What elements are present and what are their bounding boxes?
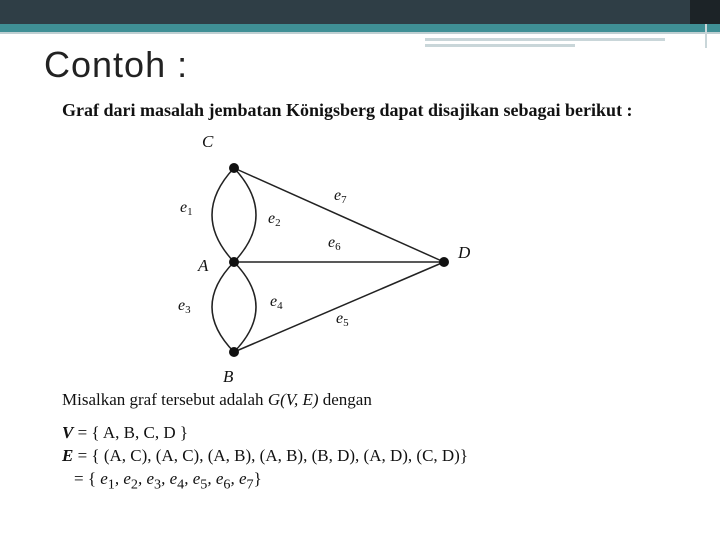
edge-label-e4: e4 (270, 293, 283, 312)
edge-e1 (212, 168, 234, 262)
vertex-b (229, 347, 239, 357)
intro-text: Graf dari masalah jembatan Königsberg dapat disajikan sebagai berikut : (62, 100, 633, 120)
graph-notation: G(V, E) (267, 390, 319, 409)
edge-set-line (62, 446, 468, 466)
edge-set-label: E (62, 446, 74, 465)
edge-e2 (234, 168, 256, 262)
edge-label-e6: e6 (328, 234, 341, 253)
vertex-label-b: B (223, 367, 234, 386)
vertex-label-d: D (458, 243, 471, 262)
edge-label-e7: e7 (334, 187, 347, 206)
vertex-label-a: A (198, 256, 209, 275)
slide-title: Contoh : (44, 44, 189, 85)
vertex-c (229, 163, 239, 173)
vertex-set-label: V (62, 423, 74, 442)
slide-divider (0, 32, 720, 34)
decor-line (425, 38, 665, 41)
vertex-set-value: = { A, B, C, D } (73, 423, 189, 442)
edge-e4 (234, 262, 256, 352)
edge-e3 (212, 262, 234, 352)
slide-top-bar-dark (690, 0, 720, 24)
edge-label-e2: e2 (268, 210, 281, 229)
konigsberg-graph (160, 120, 490, 390)
edge-label-e5: e5 (336, 310, 349, 329)
vertex-label-c: C (202, 132, 214, 151)
edge-names-line: = { $e_1$, $e_2$, $e_3$, $e_4$, $e_5$, $e_6$, $e_7$} (74, 469, 262, 493)
vertex-d (439, 257, 449, 267)
slide-top-bar (0, 0, 720, 24)
edge-set-value: = { (A, C), (A, C), (A, B), (A, B), (B, D), (A, D), (C, D)} (73, 446, 469, 465)
decor-line (705, 24, 707, 48)
misalkan-line: Misalkan graf tersebut adalah G(V, E) dengan (62, 390, 372, 409)
decor-line (425, 44, 575, 47)
edge-label-e3: e3 (178, 297, 191, 316)
edge-e5 (234, 262, 444, 352)
edge-label-e1: e1 (180, 199, 193, 218)
vertex-a (229, 257, 239, 267)
vertex-set-line (62, 423, 188, 443)
slide-accent-line (0, 24, 720, 32)
